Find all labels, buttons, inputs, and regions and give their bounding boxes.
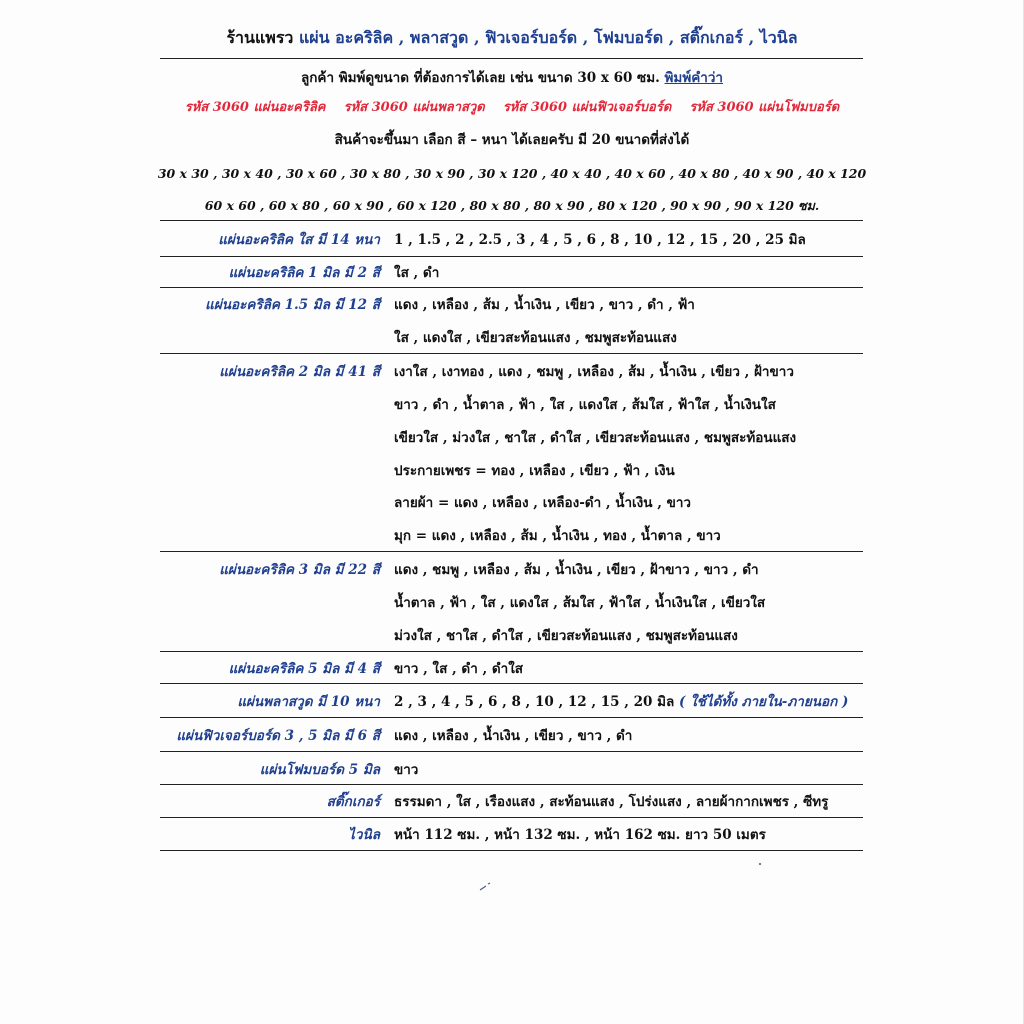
sizes-line-1: 30 x 30 , 30 x 40 , 30 x 60 , 30 x 80 , 30 x 90 , 30 x 120 , 40 x 40 , 40 x 60 , 40 x 80 , 40 x 90 , 40 x 120	[157, 166, 867, 181]
divider	[160, 850, 863, 851]
row-label-plaswood: แผ่นพลาสวูด มี 10 หนา	[237, 694, 380, 710]
row-value: ธรรมดา , ใส , เรืองแสง , สะท้อนแสง , โปร่งแสง , ลายผ้ากากเพชร , ซีทรู	[394, 794, 829, 810]
intro-line-3: สินค้าจะขึ้นมา เลือก สี – หนา ได้เลยครับ มี 20 ขนาดที่ส่งได้	[334, 132, 690, 148]
divider	[160, 717, 863, 718]
divider	[160, 683, 863, 684]
code-acrylic: รหัส 3060 แผ่นอะคริลิค	[184, 100, 326, 115]
divider	[160, 751, 863, 752]
row-label-acrylic-clear: แผ่นอะคริลิค ใส มี 14 หนา	[218, 232, 380, 248]
scan-speck	[758, 862, 762, 866]
row-value: หน้า 112 ซม. , หน้า 132 ซม. , หน้า 162 ซม. ยาว 50 เมตร	[394, 827, 766, 843]
divider	[160, 287, 863, 288]
divider	[160, 651, 863, 652]
row-value: ม่วงใส , ชาใส , ดำใส , เขียวสะท้อนแสง , ชมพูสะท้อนแสง	[394, 628, 738, 644]
product-codes	[140, 99, 884, 117]
row-value: ขาว , ดำ , น้ำตาล , ฟ้า , ใส , แดงใส , ส้มใส , ฟ้าใส , น้ำเงินใส	[394, 397, 776, 413]
divider	[160, 551, 863, 552]
divider	[160, 220, 863, 221]
row-value	[394, 693, 848, 711]
row-label-futureboard: แผ่นฟิวเจอร์บอร์ด 3 , 5 มิล มี 6 สี	[176, 728, 380, 744]
intro-line-1	[140, 69, 884, 87]
row-label-sticker: สติ๊กเกอร์	[326, 794, 380, 810]
row-label-acrylic-1mm: แผ่นอะคริลิค 1 มิล มี 2 สี	[228, 265, 380, 281]
sheet-title	[140, 29, 884, 47]
row-value: ใส , แดงใส , เขียวสะท้อนแสง , ชมพูสะท้อนแสง	[394, 330, 677, 346]
divider	[160, 784, 863, 785]
code-futureboard: รหัส 3060 แผ่นฟิวเจอร์บอร์ด	[502, 100, 672, 115]
divider	[160, 256, 863, 257]
row-value: เงาใส , เงาทอง , แดง , ชมพู , เหลือง , ส้ม , น้ำเงิน , เขียว , ฝ้าขาว	[394, 364, 794, 380]
row-value: ขาว	[394, 762, 419, 778]
row-value: ใส , ดำ	[394, 265, 440, 281]
store-name: ร้านแพรว	[226, 28, 294, 47]
row-value: เขียวใส , ม่วงใส , ชาใส , ดำใส , เขียวสะท้อนแสง , ชมพูสะท้อนแสง	[394, 430, 797, 446]
row-value: แดง , ชมพู , เหลือง , ส้ม , น้ำเงิน , เขียว , ฝ้าขาว , ขาว , ดำ	[394, 562, 759, 578]
row-value: ขาว , ใส , ดำ , ดำใส	[394, 661, 524, 677]
divider	[160, 58, 863, 59]
plaswood-note: ( ใช้ได้ทั้ง ภายใน-ภายนอก )	[678, 694, 849, 710]
row-label-acrylic-2mm: แผ่นอะคริลิค 2 มิล มี 41 สี	[219, 364, 380, 380]
code-foamboard: รหัส 3060 แผ่นโฟมบอร์ด	[689, 100, 840, 115]
row-value: แดง , เหลือง , น้ำเงิน , เขียว , ขาว , ดำ	[394, 728, 633, 744]
row-value: 1 , 1.5 , 2 , 2.5 , 3 , 4 , 5 , 6 , 8 , 10 , 12 , 15 , 20 , 25 มิล	[394, 232, 806, 248]
row-value: แดง , เหลือง , ส้ม , น้ำเงิน , เขียว , ขาว , ดำ , ฟ้า	[394, 297, 695, 313]
row-value: น้ำตาล , ฟ้า , ใส , แดงใส , ส้มใส , ฟ้าใส , น้ำเงินใส , เขียวใส	[394, 595, 766, 611]
product-list: แผ่น อะคริลิค , พลาสวูด , ฟิวเจอร์บอร์ด , โฟมบอร์ด , สติ๊กเกอร์ , ไวนิล	[298, 28, 798, 47]
row-value: มุก = แดง , เหลือง , ส้ม , น้ำเงิน , ทอง , น้ำตาล , ขาว	[394, 528, 721, 544]
row-label-acrylic-3mm: แผ่นอะคริลิค 3 มิล มี 22 สี	[219, 562, 380, 578]
divider	[160, 353, 863, 354]
plaswood-thickness: 2 , 3 , 4 , 5 , 6 , 8 , 10 , 12 , 15 , 20 มิล	[394, 694, 675, 710]
row-label-foamboard: แผ่นโฟมบอร์ด 5 มิล	[259, 762, 380, 778]
code-plaswood: รหัส 3060 แผ่นพลาสวูด	[343, 100, 485, 115]
scan-speck	[478, 880, 498, 894]
row-label-acrylic-1-5mm: แผ่นอะคริลิค 1.5 มิล มี 12 สี	[205, 297, 380, 313]
row-value: ประกายเพชร = ทอง , เหลือง , เขียว , ฟ้า , เงิน	[394, 463, 675, 479]
row-label-vinyl: ไวนิล	[348, 827, 380, 843]
row-label-acrylic-5mm: แผ่นอะคริลิค 5 มิล มี 4 สี	[228, 661, 380, 677]
row-value: ลายผ้า = แดง , เหลือง , เหลือง-ดำ , น้ำเงิน , ขาว	[394, 495, 691, 511]
sizes-line-2: 60 x 60 , 60 x 80 , 60 x 90 , 60 x 120 , 80 x 80 , 80 x 90 , 80 x 120 , 90 x 90 , 90 x 120 ซม.	[204, 198, 820, 213]
intro-text: ลูกค้า พิมพ์ดูขนาด ที่ต้องการได้เลย เช่น ขนาด 30 x 60 ซม.	[300, 70, 660, 86]
divider	[160, 817, 863, 818]
type-keyword-label: พิมพ์คำว่า	[664, 70, 724, 86]
